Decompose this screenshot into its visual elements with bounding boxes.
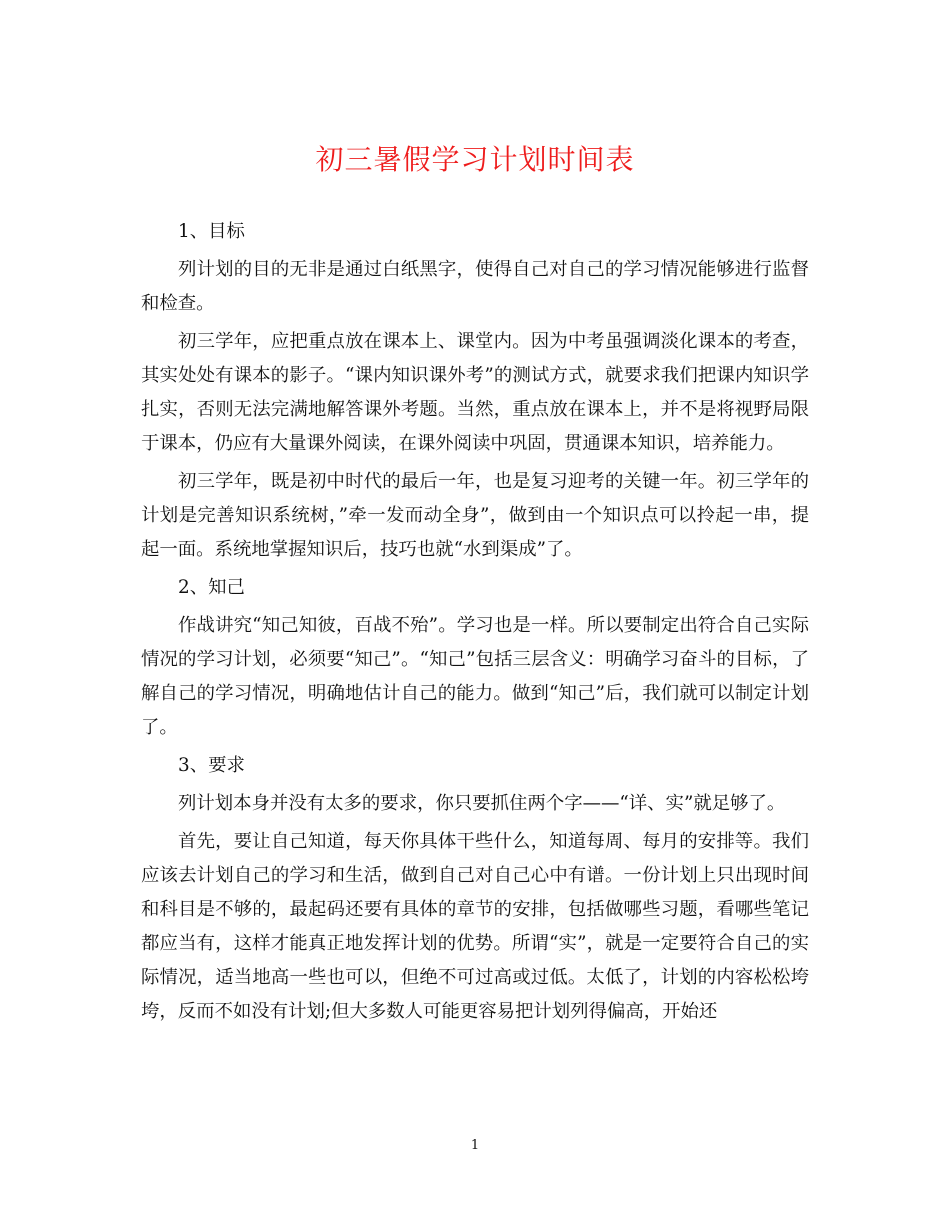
paragraph: 首先，要让自己知道，每天你具体干些什么，知道每周、每月的安排等。我们应该去计划自己的学习和生活，做到自己对自己心中有谱。一份计划上只出现时间和科目是不够的，最起码还要有具体的章节的安排，包括做哪些习题，看哪些笔记都应当有，这样才能真正地发挥计划的优势。所谓“实”，就是一定要符合自己的实际情况，适当地高一些也可以，但绝不可过高或过低。太低了，计划的内容松松垮垮，反而不如没有计划;但大多数人可能更容易把计划列得偏高，开始还 [141, 831, 809, 1022]
document-body [141, 215, 809, 1033]
paragraph: 作战讲究“知己知彼，百战不殆”。学习也是一样。所以要制定出符合自己实际情况的学习计划，必须要“知己”。“知己”包括三层含义：明确学习奋斗的目标，了解自己的学习情况，明确地估计自己的能力。做到“知己”后，我们就可以制定计划了。 [141, 615, 809, 738]
paragraph: 初三学年，应把重点放在课本上、课堂内。因为中考虽强调淡化课本的考查，其实处处有课本的影子。“课内知识课外考”的测试方式，就要求我们把课内知识学扎实，否则无法完满地解答课外考题。当然，重点放在课本上，并不是将视野局限于课本，仍应有大量课外阅读，在课外阅读中巩固，贯通课本知识，培养能力。 [141, 331, 809, 454]
section-heading-know-self: 2、知己 [178, 577, 245, 598]
section-heading-goal: 1、目标 [178, 221, 245, 242]
paragraph: 列计划本身并没有太多的要求，你只要抓住两个字——“详、实”就足够了。 [178, 793, 786, 814]
section-heading-requirements: 3、要求 [178, 755, 245, 776]
document-title: 初三暑假学习计划时间表 [315, 143, 635, 176]
paragraph: 初三学年，既是初中时代的最后一年，也是复习迎考的关键一年。初三学年的计划是完善知识系统树，”牵一发而动全身”，做到由一个知识点可以拎起一串，提起一面。系统地掌握知识后，技巧也就“水到渠成”了。 [141, 471, 809, 560]
page-number: 1 [470, 1138, 480, 1153]
paragraph: 列计划的目的无非是通过白纸黑字，使得自己对自己的学习情况能够进行监督和检查。 [141, 259, 809, 314]
